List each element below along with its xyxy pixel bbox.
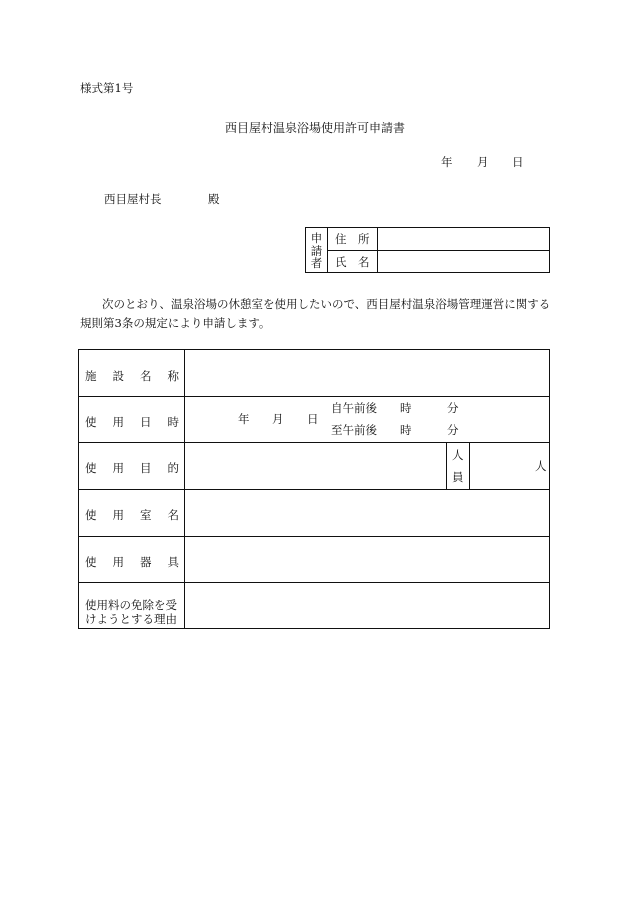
to-minute-label: 分 — [447, 423, 459, 437]
people-label-divider — [446, 442, 447, 489]
usage-month-label: 月 — [272, 412, 284, 426]
to-ampm-label: 至午前後 — [331, 423, 377, 437]
usage-purpose-label: 使 用 目 的 — [85, 461, 179, 475]
from-hour-label: 時 — [400, 401, 412, 415]
date-day-label: 日 — [512, 155, 524, 169]
applicant-label-column — [306, 228, 328, 272]
document-title: 西目屋村温泉浴場使用許可申請書 — [224, 121, 405, 135]
usage-year-label: 年 — [238, 412, 250, 426]
label-column-divider — [184, 350, 185, 628]
applicant-mid-line — [327, 250, 549, 251]
people-label-bottom: 員 — [452, 470, 464, 484]
to-hour-label: 時 — [400, 423, 412, 437]
applicant-label-text: 申請者 — [310, 231, 323, 270]
date-month-label: 月 — [477, 155, 489, 169]
equipment-label: 使 用 器 具 — [85, 555, 179, 569]
addressee: 西目屋村長 — [104, 192, 162, 206]
applicant-box — [305, 227, 550, 273]
table-row-divider — [79, 442, 549, 443]
from-minute-label: 分 — [447, 401, 459, 415]
from-ampm-label: 自午前後 — [331, 401, 377, 415]
table-row-divider — [79, 536, 549, 537]
reason-label: 使用料の免除を受けようとする理由 — [85, 598, 177, 626]
form-number: 様式第1号 — [80, 81, 134, 95]
people-value-divider — [469, 442, 470, 489]
usage-day-label: 日 — [307, 412, 319, 426]
room-name-label: 使 用 室 名 — [85, 508, 179, 522]
address-label: 住 所 — [335, 232, 370, 246]
table-row-divider — [79, 396, 549, 397]
people-label-top: 人 — [452, 448, 464, 462]
table-row-divider — [79, 582, 549, 583]
people-unit-label: 人 — [535, 459, 547, 473]
body-text: 次のとおり、温泉浴場の休憩室を使用したいので、西目屋村温泉浴場管理運営に関する規則第3条の規定により申請します。 — [80, 297, 551, 330]
applicant-label — [306, 232, 327, 270]
honorific: 殿 — [208, 192, 220, 206]
application-table — [78, 349, 550, 629]
facility-name-label: 施 設 名 称 — [85, 369, 179, 383]
table-row-divider — [79, 489, 549, 490]
name-label: 氏 名 — [335, 255, 370, 269]
date-year-label: 年 — [441, 155, 453, 169]
usage-datetime-label: 使 用 日 時 — [85, 415, 179, 429]
